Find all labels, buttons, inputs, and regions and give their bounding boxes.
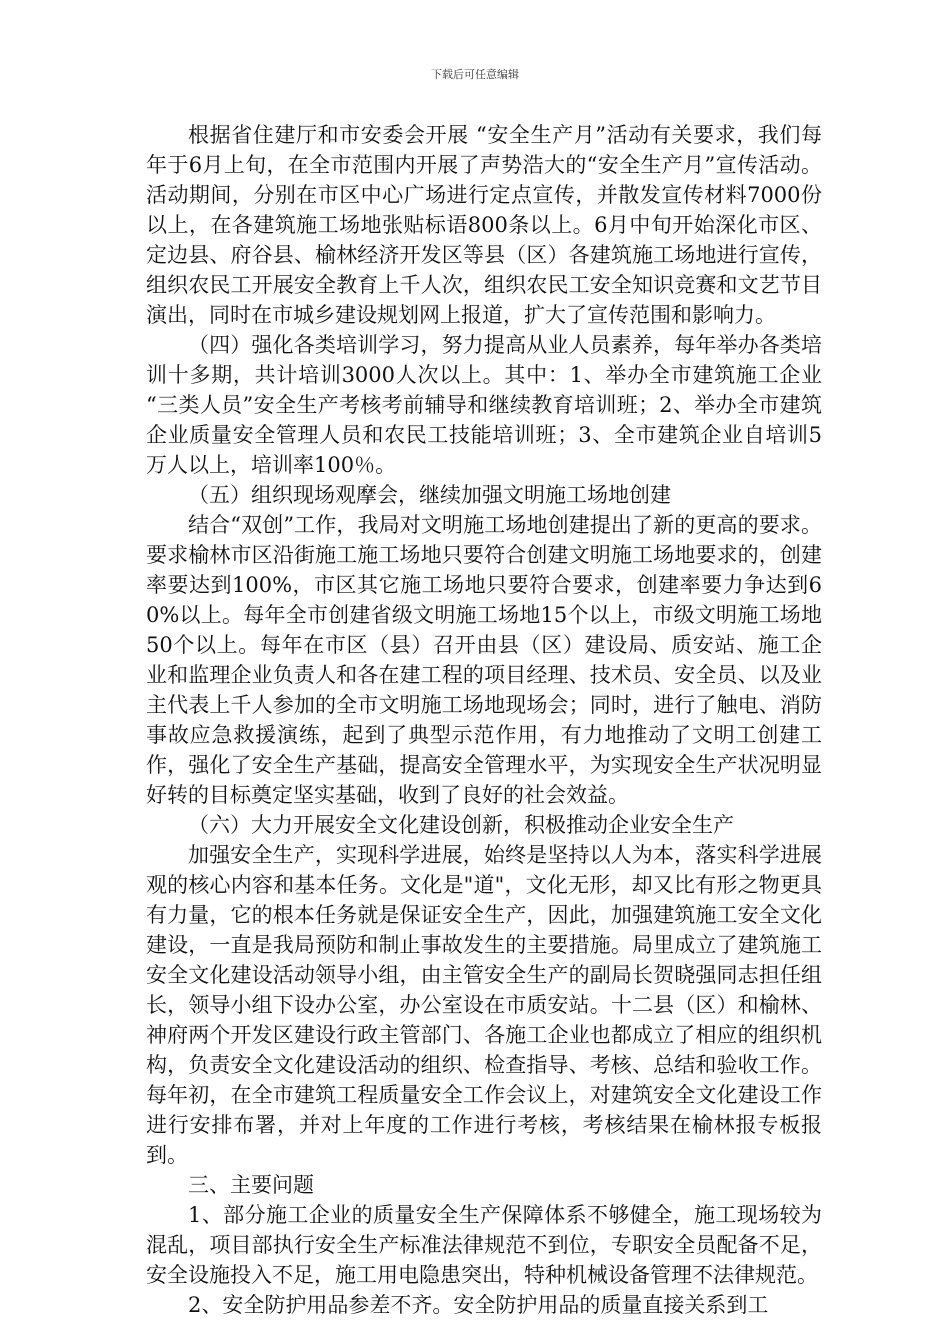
section-heading-civilized-site: （五）组织现场观摩会，继续加强文明施工场地创建 — [188, 483, 671, 507]
paragraph-safety-culture: 加强安全生产，实现科学进展，始终是坚持以人为本，落实科学进展观的核心内容和基本任务。文化是"道"，文化无形，却又比有形之物更具有力量，它的根本任务就是保证安全生产，因此，加强建筑施工安全文化建设，一直是我局预防和制止事故发生的主要措施。局里成立了建筑施工安全文化建设活动领导小组，由主管安全生产的副局长贺晓强同志担任组长，领导小组下设办公室，办公室设在市质安站。十二县（区）和榆林、神府两个开发区建设行政主管部门、各施工企业也都成立了相应的组织机构，负责安全文化建设活动的组织、检查指导、考核、总结和验收工作。每年初，在全市建筑工程质量安全工作会议上，对建筑安全文化建设工作进行安排布署，并对上年度的工作进行考核，考核结果在榆林报专板报到。 — [146, 843, 822, 1167]
section-heading-main-problems: 三、主要问题 — [188, 1173, 314, 1197]
paragraph-problem-2: 2、安全防护用品参差不齐。安全防护用品的质量直接关系到工 — [188, 1293, 769, 1317]
paragraph-training: （四）强化各类培训学习，努力提高从业人员素养，每年举办各类培训十多期，共计培训3000人次以上。其中：1、举办全市建筑施工企业 “三类人员”安全生产考核考前辅导和继续教育培训班；2、举办全市建筑企业质量安全管理人员和农民工技能培训班；3、全市建筑企业自培训5万人以上，培训率100％。 — [146, 333, 822, 477]
document-body — [146, 120, 822, 1320]
paragraph-problem-1: 1、部分施工企业的质量安全生产保障体系不够健全，施工现场较为混乱，项目部执行安全生产标准法律规范不到位，专职安全员配备不足，安全设施投入不足，施工用电隐患突出，特种机械设备管理不法律规范。 — [146, 1203, 822, 1287]
paragraph-safety-month: 根据省住建厅和市安委会开展 “安全生产月”活动有关要求，我们每年于6月上旬，在全市范围内开展了声势浩大的“安全生产月”宣传活动。活动期间，分别在市区中心广场进行定点宣传，并散发宣传材料7000份以上，在各建筑施工场地张贴标语800条以上。6月中旬开始深化市区、定边县、府谷县、榆林经济开发区等县（区）各建筑施工场地进行宣传，组织农民工开展安全教育上千人次，组织农民工安全知识竞赛和文艺节目演出，同时在市城乡建设规划网上报道，扩大了宣传范围和影响力。 — [146, 123, 822, 327]
section-heading-safety-culture: （六）大力开展安全文化建设创新，积极推动企业安全生产 — [188, 813, 734, 837]
paragraph-civilized-site: 结合“双创”工作，我局对文明施工场地创建提出了新的更高的要求。要求榆林市区沿街施工施工场地只要符合创建文明施工场地要求的，创建率要达到100%，市区其它施工场地只要符合要求，创建率要力争达到60%以上。每年全市创建省级文明施工场地15个以上，市级文明施工场地50个以上。每年在市区（县）召开由县（区）建设局、质安站、施工企业和监理企业负责人和各在建工程的项目经理、技术员、安全员、以及业主代表上千人参加的全市文明施工场地现场会；同时，进行了触电、消防事故应急救援演练，起到了典型示范作用，有力地推动了文明工创建工作，强化了安全生产基础，提高安全管理水平，为实现安全生产状况明显好转的目标奠定坚实基础，收到了良好的社会效益。 — [146, 513, 822, 807]
page-header: 下载后可任意编辑 — [431, 68, 519, 81]
